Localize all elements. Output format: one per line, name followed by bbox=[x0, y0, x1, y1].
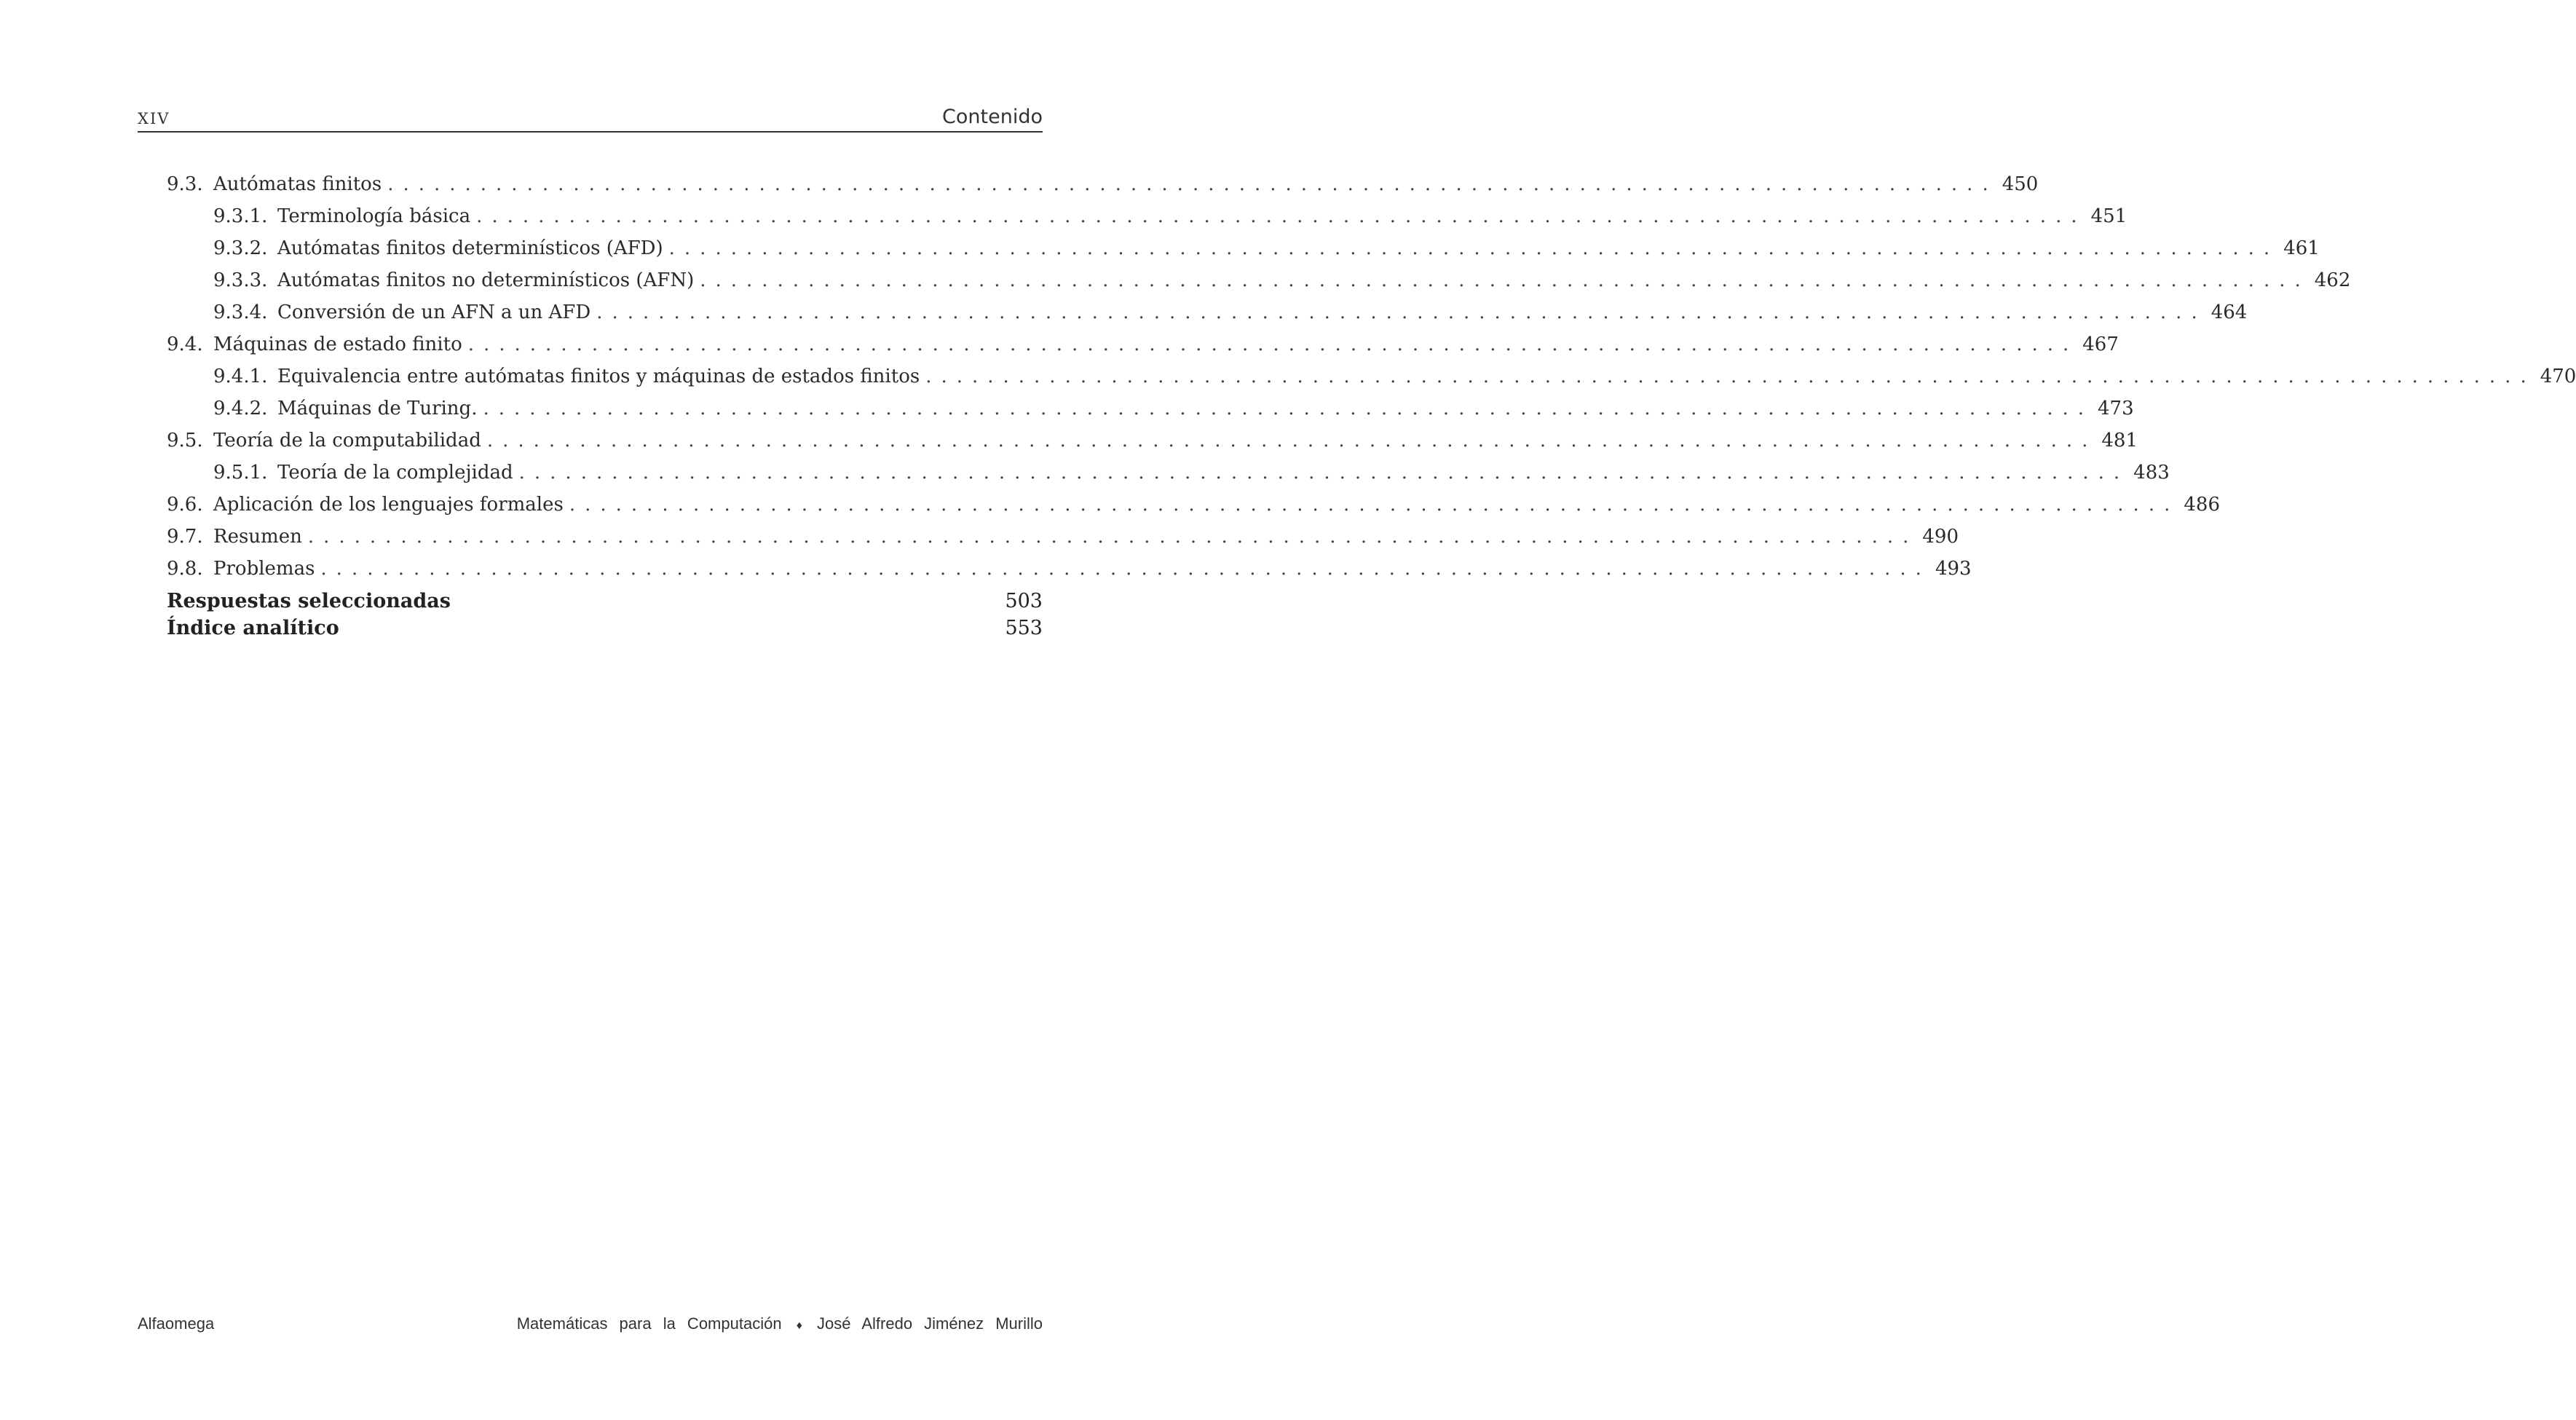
toc-chapter-title: Respuestas seleccionadas bbox=[167, 590, 451, 612]
toc-entry bbox=[167, 200, 2127, 232]
toc-entry-title: Equivalencia entre autómatas finitos y máquinas de estados finitos bbox=[277, 366, 920, 387]
toc-entry bbox=[167, 328, 2119, 360]
book-title: Matemáticas para la Computación bbox=[516, 1314, 782, 1333]
dot-leader: ........................................................................................................ bbox=[486, 430, 2098, 451]
toc-entry-page: 470 bbox=[2540, 366, 2576, 387]
dot-leader: ........................................................................................................ bbox=[467, 334, 2079, 355]
toc-entry-title: Máquinas de Turing. bbox=[277, 398, 478, 419]
page-number: XIV bbox=[138, 110, 170, 127]
toc-chapter-entry bbox=[167, 615, 1043, 642]
author-name: José Alfredo Jiménez Murillo bbox=[816, 1314, 1043, 1333]
toc-entry-page: 451 bbox=[2090, 205, 2127, 227]
toc-entry-number: 9.4. bbox=[167, 334, 203, 355]
toc-entry bbox=[167, 489, 2220, 521]
toc-entry bbox=[167, 457, 2170, 489]
toc-entry-title: Problemas bbox=[213, 558, 315, 580]
page-header bbox=[138, 102, 1043, 133]
toc-entry-page: 493 bbox=[1935, 558, 1972, 580]
toc-entry-number: 9.3.1. bbox=[213, 205, 268, 227]
toc-entry-title: Máquinas de estado finito bbox=[213, 334, 462, 355]
toc-entry-number: 9.5.1. bbox=[213, 462, 268, 484]
dot-leader: ........................................................................................................ bbox=[668, 237, 2280, 259]
toc-entry-number: 9.3.3. bbox=[213, 269, 268, 291]
toc-entry-number: 9.4.1. bbox=[213, 366, 268, 387]
toc-entry-page: 481 bbox=[2101, 430, 2138, 451]
toc-entry-number: 9.4.2. bbox=[213, 398, 268, 419]
toc-entry-number: 9.7. bbox=[167, 526, 203, 548]
toc-entry-title: Teoría de la complejidad bbox=[277, 462, 513, 484]
dot-leader: ........................................................................................................ bbox=[925, 366, 2536, 387]
publisher-name: Alfaomega bbox=[138, 1314, 215, 1333]
toc-entry bbox=[167, 168, 2039, 200]
page-footer bbox=[138, 1314, 1043, 1336]
toc-entry-page: 462 bbox=[2314, 269, 2351, 291]
toc-entry-number: 9.5. bbox=[167, 430, 203, 451]
toc-entry-number: 9.3.4. bbox=[213, 301, 268, 323]
toc-entry-title: Resumen bbox=[213, 526, 302, 548]
toc-entry-page: 486 bbox=[2184, 494, 2220, 516]
toc-entry bbox=[167, 553, 1972, 585]
toc-entry-title: Autómatas finitos no determinísticos (AFN) bbox=[277, 269, 695, 291]
toc-entry-title: Autómatas finitos bbox=[213, 173, 382, 195]
toc-entry-page: 450 bbox=[2002, 173, 2039, 195]
toc-entry-number: 9.8. bbox=[167, 558, 203, 580]
dot-leader: ........................................................................................................ bbox=[483, 398, 2093, 419]
toc-chapter-title: Índice analítico bbox=[167, 617, 339, 639]
dot-leader: ........................................................................................................ bbox=[700, 269, 2310, 291]
dot-leader: ........................................................................................................ bbox=[476, 205, 2087, 227]
toc-entry-page: 490 bbox=[1922, 526, 1959, 548]
toc-chapter-entry bbox=[167, 588, 1043, 615]
toc-entry-title: Aplicación de los lenguajes formales bbox=[213, 494, 564, 516]
toc-entry-title: Conversión de un AFN a un AFD bbox=[277, 301, 591, 323]
toc-entry-page: 483 bbox=[2133, 462, 2170, 484]
table-of-contents bbox=[167, 168, 2576, 642]
toc-entry bbox=[167, 425, 2138, 457]
toc-entry bbox=[167, 360, 2576, 393]
toc-entry-page: 464 bbox=[2210, 301, 2248, 323]
dot-leader: ........................................................................................................ bbox=[596, 301, 2207, 323]
toc-entry bbox=[167, 264, 2351, 296]
dot-leader: ........................................................................................................ bbox=[387, 173, 1998, 195]
toc-entry-number: 9.6. bbox=[167, 494, 203, 516]
toc-entry bbox=[167, 393, 2134, 425]
running-section-title: Contenido bbox=[942, 106, 1043, 128]
toc-entry bbox=[167, 296, 2248, 328]
toc-entry-title: Autómatas finitos determinísticos (AFD) bbox=[277, 237, 663, 259]
toc-entry-page: 461 bbox=[2283, 237, 2320, 259]
toc-entry bbox=[167, 232, 2320, 264]
toc-entry-page: 467 bbox=[2082, 334, 2119, 355]
diamond-separator-icon: ♦ bbox=[796, 1320, 802, 1332]
dot-leader: ........................................................................................................ bbox=[518, 462, 2130, 484]
dot-leader: ........................................................................................................ bbox=[569, 494, 2180, 516]
toc-entry-number: 9.3.2. bbox=[213, 237, 268, 259]
toc-chapter-page: 503 bbox=[1005, 590, 1043, 612]
toc-entry-title: Terminología básica bbox=[277, 205, 471, 227]
book-info bbox=[517, 1314, 1043, 1333]
dot-leader: ........................................................................................................ bbox=[307, 526, 1919, 548]
toc-entry-title: Teoría de la computabilidad bbox=[213, 430, 481, 451]
toc-chapter-page: 553 bbox=[1005, 617, 1043, 639]
toc-entry bbox=[167, 521, 1959, 553]
toc-entry-number: 9.3. bbox=[167, 173, 203, 195]
dot-leader: ........................................................................................................ bbox=[320, 558, 1931, 580]
toc-entry-page: 473 bbox=[2098, 398, 2134, 419]
